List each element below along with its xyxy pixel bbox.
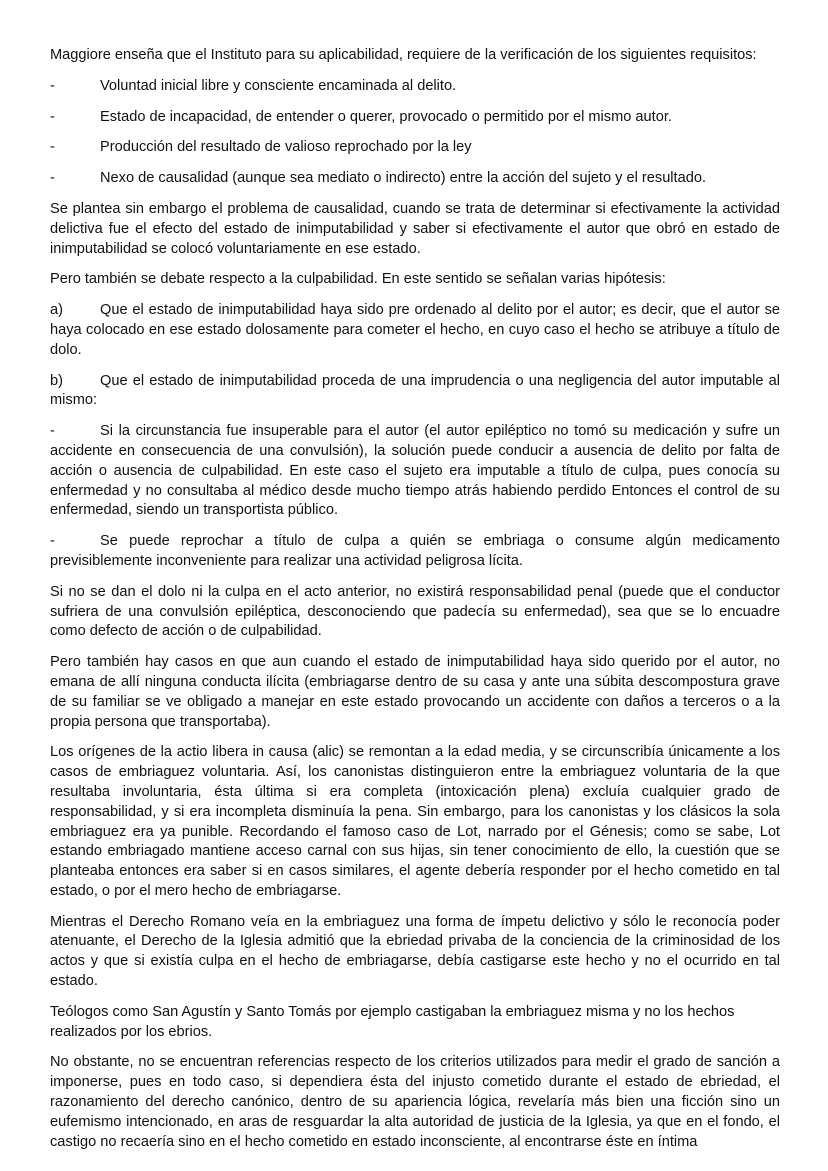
hypothesis-a — [50, 301, 780, 360]
culpabilidad-paragraph: Pero también se debate respecto a la culpabilidad. En este sentido se señalan varias hipótesis: — [50, 271, 666, 288]
causalidad-paragraph: Se plantea sin embargo el problema de causalidad, cuando se trata de determinar si efectivamente la actividad delictiva fue el efecto del estado de inimputabilidad y saber si efectivamente el autor que obró en estado de inimputabilidad se colocó voluntariamente en ese estado. — [50, 200, 780, 257]
origenes-paragraph: Los orígenes de la actio libera in causa (alic) se remontan a la edad media, y se circunscribía únicamente a los casos de embriaguez voluntaria. Así, los canonistas distinguieron entre la embriaguez voluntaria de la que resultaba involuntaria, ésta última si era completa (intoxicación plena) excluía cualquier grado de responsabilidad, y si era incompleta disminuía la pena. Sin embargo, para los canonistas y los clásicos la sola embriaguez era ya punible. Recordando el famoso caso de Lot, narrado por el Génesis; como se sabe, Lot estando embriagado mantiene acceso carnal con sus hijas, sin tener conocimiento de ello, la cuestión que se planteaba entonces era saber si en casos similares, el agente debería responder por el hecho cometido en tal estado, o por el mero hecho de embriagarse. — [50, 744, 780, 899]
hypothesis-label: a) — [50, 302, 63, 319]
casos-paragraph: Pero también hay casos en que aun cuando el estado de inimputabilidad haya sido querido por el autor, no emana de allí ninguna conducta ilícita (embriagarse dentro de su casa y ante una súbita descompostura grave de su familiar se ve obligado a manejar en este estado provocando un accidente con daños a terceros o a la propia persona que transportaba). — [50, 654, 780, 730]
dolo-paragraph: Si no se dan el dolo ni la culpa en el acto anterior, no existirá responsabilidad penal (puede que el conductor sufriera de una convulsión epiléptica, desconociendo que padecía su enfermedad), sea que se lo encuadre como defecto de acción o de culpabilidad. — [50, 583, 780, 640]
hypothesis-text: Que el estado de inimputabilidad proceda de una imprudencia o una negligencia del autor imputable al mismo: — [50, 372, 780, 409]
requirement-text: Producción del resultado de valioso reprochado por la ley — [100, 139, 472, 156]
dash-marker: - — [50, 108, 55, 125]
hypothesis-b — [50, 372, 780, 412]
requirement-text: Nexo de causalidad (aunque sea mediato o indirecto) entre la acción del sujeto y el resultado. — [100, 170, 707, 187]
requirement-item — [50, 77, 780, 97]
dash-marker: - — [50, 139, 55, 156]
requirement-text: Estado de incapacidad, de entender o querer, provocado o permitido por el mismo autor. — [100, 108, 672, 125]
requirement-item — [50, 108, 780, 128]
dash-marker: - — [50, 170, 55, 187]
sub-hypothesis — [50, 532, 780, 572]
hypothesis-label: b) — [50, 372, 63, 389]
romano-paragraph: Mientras el Derecho Romano veía en la embriaguez una forma de ímpetu delictivo y sólo le reconocía poder atenuante, el Derecho de la Iglesia admitió que la ebriedad privaba de la conciencia de la criminosidad de los actos y que si existía culpa en el hecho de embriagarse, debía castigarse este hecho y no el ocurrido en tal estado. — [50, 913, 780, 990]
requirement-text: Voluntad inicial libre y consciente encaminada al delito. — [100, 77, 457, 94]
dash-marker: - — [50, 533, 55, 550]
teologos-paragraph: Teólogos como San Agustín y Santo Tomás por ejemplo castigaban la embriaguez misma y no los hechos realizados por los ebrios. — [50, 1003, 735, 1040]
requirement-item — [50, 138, 780, 158]
sub-hypothesis-text: Se puede reprochar a título de culpa a quién se embriaga o consume algún medicamento previsiblemente inconveniente para realizar una actividad peligrosa lícita. — [50, 533, 780, 569]
document-page — [50, 46, 780, 1163]
sub-hypothesis — [50, 422, 780, 521]
hypothesis-text: Que el estado de inimputabilidad haya sido pre ordenado al delito por el autor; es decir, que el autor se haya colocado en ese estado dolosamente para cometer el hecho, en cuyo caso el hecho se atribuye a título de dolo. — [50, 302, 780, 358]
intro-paragraph: Maggiore enseña que el Instituto para su aplicabilidad, requiere de la verificación de los siguientes requisitos: — [50, 47, 757, 63]
dash-marker: - — [50, 77, 55, 94]
requirement-item — [50, 169, 780, 189]
dash-marker: - — [50, 423, 55, 440]
sub-hypothesis-text: Si la circunstancia fue insuperable para el autor (el autor epiléptico no tomó su medicación y sufre un accidente en consecuencia de una convulsión), la solución puede conducir a ausencia de delito por falta de acción o ausencia de culpabilidad. En este caso el sujeto era imputable a título de culpa, pues conocía su enfermedad y no consultaba al médico desde mucho tiempo atrás habiendo perdido Entonces el control de su enfermedad, siendo un transportista público. — [50, 423, 780, 519]
no-obstante-paragraph: No obstante, no se encuentran referencias respecto de los criterios utilizados para medir el grado de sanción a imponerse, pues en todo caso, si dependiera ésta del injusto cometido durante el estado de ebriedad, el razonamiento del derecho canónico, dentro de su apariencia lógica, revelaría más bien una ficción sino un eufemismo intencionado, en aras de resguardar la alta autoridad de justicia de la Iglesia, ya que en el fondo, el castigo no recaería sino en el hecho cometido en estado inconsciente, al encontrarse éste en íntima — [50, 1054, 780, 1150]
